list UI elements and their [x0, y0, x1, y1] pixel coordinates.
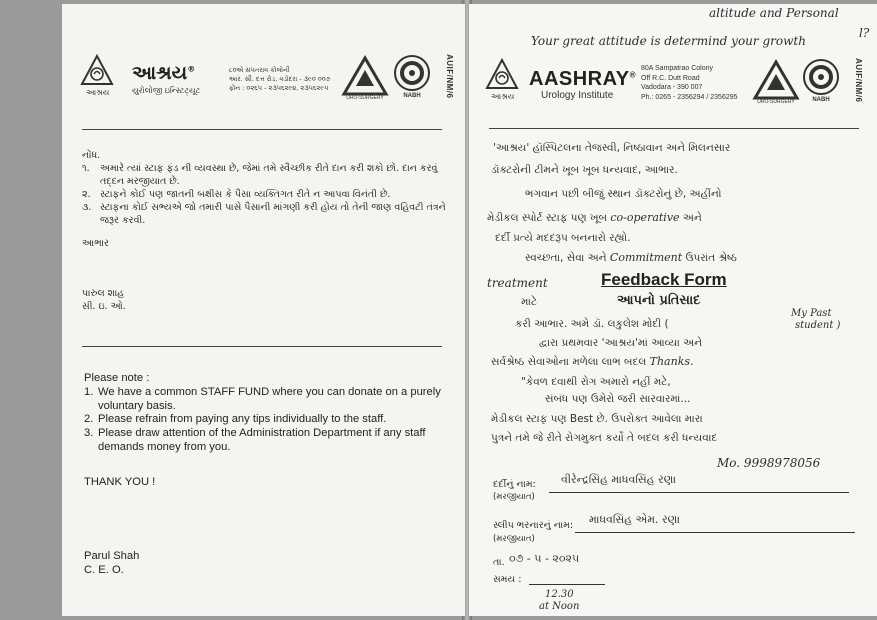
thanks-gujarati: આભાર	[82, 238, 109, 249]
feedback-line: "કેવળ દવાથી રોગ અમારો નહીં મટે,	[521, 376, 671, 388]
patient-name-optional: (મરજીયાત)	[493, 492, 535, 502]
feedback-line: સ્વચ્છતા, સેવા અને Commitment ઉપરાંત શ્રેષ્ઠ	[525, 251, 737, 264]
date-value: ૦૭ - ૫ - ૨૦૨૫	[509, 552, 580, 565]
note-item-english: 2. Please refrain from paying any tips individually to the staff.	[84, 413, 387, 426]
header-rule	[82, 129, 442, 130]
aashray-logo-icon	[485, 58, 519, 90]
logo-caption: આશ્રય	[491, 92, 515, 101]
svg-text:URO-SURGERY: URO-SURGERY	[757, 99, 795, 104]
filler-name-value: માધવસિંહ એમ. રણા	[589, 513, 680, 526]
time-value: 12.30	[545, 589, 574, 600]
brand-subtitle-gujarati: યુરોલોજી ઇન્સ્ટિટ્યૂટ	[132, 86, 201, 95]
filler-name-optional: (મરજીયાત)	[493, 534, 535, 544]
feedback-line: પુત્રને તમે જે રીતે રોગમુક્ત કર્યો તે બદલ કરી ધન્યવાદ	[491, 432, 718, 444]
patient-name-value: વીરેન્દ્રસિંહ માધવસિંહ રણા	[561, 473, 677, 486]
signatory-name-english: Parul Shah	[84, 550, 140, 562]
uro-surgery-badge-icon	[340, 54, 390, 100]
note-item-gujarati: ૨. સ્ટાફને કોઈ પણ જાતની બક્ષીસ કે પૈસા વ્યક્તિગત રીતે ન આપવા વિનંતી છે.	[82, 189, 391, 200]
bracket-note: student )	[795, 320, 841, 331]
filler-name-line	[575, 532, 855, 533]
feedback-line: સંબંધ પણ ઉમેરો જરી સારવારમાં...	[545, 393, 691, 405]
svg-text:URO-SURGERY: URO-SURGERY	[346, 95, 384, 100]
feedback-line: ભગવાન પછી બીજું સ્થાન ડૉક્ટરોનું છે, અહીંનો	[525, 188, 722, 200]
signatory-title-english: C. E. O.	[84, 564, 124, 576]
nabh-seal-icon	[392, 54, 432, 98]
form-subtitle: આપનો પ્રતિસાદ	[617, 293, 701, 308]
brand-name-gujarati: આશ્રય®	[132, 62, 196, 84]
note-item-english: 1. We have a common STAFF FUND where you can donate on a purely voluntary basis.	[84, 385, 441, 412]
left-page	[62, 4, 465, 616]
note-item-gujarati: ૩. સ્ટાફના કોઈ સભ્યએ જો તમારી પાસે પૈસાની માંગણી કરી હોય તો તેની જાણ વહિવટી તંત્રને જરૂર કરવી.	[82, 202, 446, 226]
feedback-word-treatment: treatment	[487, 276, 548, 290]
feedback-line: મેડીકલ સ્પોર્ટ સ્ટાફ પણ ખૂબ co-operative અને	[487, 211, 702, 224]
note-item-gujarati: ૧. અમારે ત્યાં સ્ટાફ ફંડ ની વ્યવસ્થા છે, જેમાં તમે સ્વૈચ્છીક રીતે દાન કરી શકો છો. દાન કરવું તદ્દન મરજીયાત છે.	[82, 163, 438, 187]
feedback-line: દ્વારા પ્રથમવાર 'આશ્રય'માં આવ્યા અને	[539, 337, 703, 349]
aashray-logo-icon	[80, 54, 114, 86]
patient-name-line	[549, 492, 849, 493]
signatory-name-gujarati: પારુલ શાહ	[82, 288, 125, 299]
time-line	[529, 584, 605, 585]
right-page	[469, 4, 877, 616]
header-rule	[489, 128, 859, 129]
feedback-line: કરી આભાર. અમે ડૉ. લકુલેશ મોદી (	[515, 318, 669, 330]
notes-english	[84, 372, 456, 455]
svg-text:NABH: NABH	[812, 97, 830, 102]
time-value-note: at Noon	[539, 601, 580, 612]
feedback-line: દર્દી પ્રત્યે મદદરૂપ બનનારો રહ્યો.	[495, 232, 631, 244]
brand-name-english: AASHRAY®	[529, 68, 636, 90]
feedback-word-mate: માટે	[521, 296, 538, 308]
section-rule	[82, 346, 442, 347]
notes-gujarati	[82, 149, 450, 227]
handwritten-header-line-2: Your great attitude is determind your growth	[531, 34, 806, 48]
filler-name-label: સ્લીપ ભરનારનું નામ:	[493, 520, 574, 531]
svg-text:NABH: NABH	[403, 93, 421, 98]
note-heading-english: Please note :	[84, 372, 150, 384]
mobile-number: Mo. 9998978056	[717, 456, 821, 470]
form-code-vertical: AUIF/NM/6	[854, 58, 863, 103]
handwritten-header-line-1: altitude and Personal	[709, 6, 839, 20]
address-gujarati: ૮૦એ સંપતરાવ કોલોની આર. સી. દત્ત રોડ, વડોદરા - ૩૯૦ ૦૦૭ ફોન : ૦૨૬૫ - ૨૩૫૬૨૯૪, ૨૩૫૬૨૯૫	[229, 66, 331, 92]
feedback-line: ડૉક્ટરોની ટીમને ખૂબ ખૂબ ધન્યવાદ, આભાર.	[491, 164, 678, 176]
feedback-line: મેડીકલ સ્ટાફ પણ Best છે. ઉપરોક્ત આવેલા મારા	[491, 413, 703, 425]
signatory-title-gujarati: સી. ઇ. ઓ.	[82, 301, 126, 312]
brand-subtitle-english: Urology Institute	[541, 90, 614, 101]
feedback-line: સર્વશ્રેષ્ઠ સેવાઓના મળેલા લાભ બદલ Thanks.	[491, 355, 694, 368]
form-code-vertical: AUIF/NM/6	[445, 54, 454, 99]
handwritten-header-tail: l?	[859, 26, 870, 40]
thanks-english: THANK YOU !	[84, 476, 156, 488]
patient-name-label: દર્દીનું નામ:	[493, 479, 536, 490]
note-heading-gujarati: નોંધ.	[82, 150, 101, 161]
date-label: તા.	[493, 557, 505, 568]
address-english: 80A Sampatrao Colony Off R.C. Dutt Road Vadodara - 390 007 Ph.: 0265 - 2356294 / 2356295	[641, 65, 738, 101]
feedback-line: 'આશ્રય' હૉસ્પિટલના તેજસ્વી, નિષ્ઠાવાન અને મિલનસાર	[493, 142, 731, 154]
form-title: Feedback Form	[601, 270, 727, 289]
time-label: સમય :	[493, 574, 522, 585]
note-item-english: 3. Please draw attention of the Administration Department if any staff demands money from you.	[84, 427, 426, 453]
uro-surgery-badge-icon	[751, 58, 801, 104]
bracket-note: My Past	[791, 308, 832, 319]
logo-caption: આશ્રય	[86, 88, 110, 97]
nabh-seal-icon	[801, 58, 841, 102]
